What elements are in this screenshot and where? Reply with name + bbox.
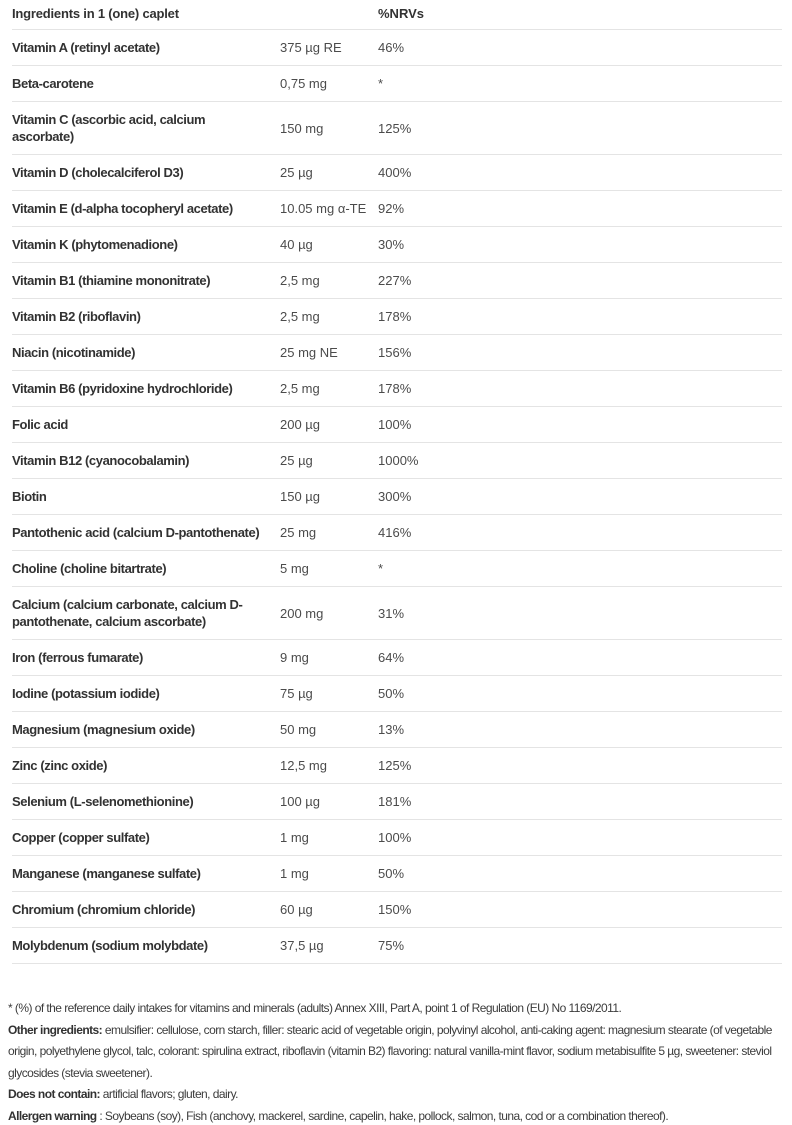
ingredient-nrv: 13% xyxy=(378,722,405,737)
ingredient-nrv: 400% xyxy=(378,165,412,180)
ingredient-amount: 2,5 mg xyxy=(280,381,320,396)
does-not-contain-text: artificial flavors; gluten, dairy. xyxy=(99,1087,238,1101)
ingredient-nrv: 178% xyxy=(378,309,412,324)
footnotes-section xyxy=(0,998,792,1125)
ingredient-nrv: 100% xyxy=(378,417,412,432)
table-row xyxy=(12,928,782,964)
table-row xyxy=(12,155,782,191)
table-row xyxy=(12,551,782,587)
ingredient-amount: 9 mg xyxy=(280,650,309,665)
ingredient-nrv: 1000% xyxy=(378,453,419,468)
other-ingredients-note xyxy=(8,1020,786,1085)
ingredient-amount: 10.05 mg α-TE xyxy=(280,201,367,216)
ingredient-nrv: 64% xyxy=(378,650,405,665)
ingredient-nrv: 156% xyxy=(378,345,412,360)
table-row xyxy=(12,676,782,712)
ingredient-amount: 150 mg xyxy=(280,120,324,136)
ingredient-name: Copper (copper sulfate) xyxy=(12,830,150,845)
ingredient-nrv: 75% xyxy=(378,938,405,953)
ingredient-amount: 25 µg xyxy=(280,453,313,468)
table-row xyxy=(12,102,782,155)
ingredient-amount: 200 mg xyxy=(280,605,324,621)
table-header-row xyxy=(12,0,782,30)
ingredient-name: Folic acid xyxy=(12,417,68,432)
ingredient-name: Selenium (L-selenomethionine) xyxy=(12,794,194,809)
ingredient-name: Molybdenum (sodium molybdate) xyxy=(12,938,208,953)
ingredient-amount: 40 µg xyxy=(280,237,313,252)
ingredient-amount: 0,75 mg xyxy=(280,76,327,91)
ingredient-name: Biotin xyxy=(12,489,47,504)
nrv-reference-note xyxy=(8,998,786,1020)
table-row xyxy=(12,892,782,928)
ingredient-nrv: 46% xyxy=(378,40,405,55)
ingredient-nrv: * xyxy=(378,76,384,91)
ingredient-amount: 375 µg RE xyxy=(280,40,342,55)
ingredient-name: Vitamin D (cholecalciferol D3) xyxy=(12,165,184,180)
allergen-warning-text: : Soybeans (soy), Fish (anchovy, mackerel, sardine, capelin, hake, pollock, salmon, tuna, cod or a combination thereof). xyxy=(96,1108,669,1123)
ingredient-name: Chromium (chromium chloride) xyxy=(12,902,196,917)
ingredient-amount: 1 mg xyxy=(280,830,309,845)
table-row xyxy=(12,191,782,227)
ingredient-name: Choline (choline bitartrate) xyxy=(12,561,167,576)
ingredient-name: Vitamin B6 (pyridoxine hydrochloride) xyxy=(12,381,233,396)
table-row xyxy=(12,371,782,407)
ingredient-nrv: 181% xyxy=(378,794,412,809)
ingredient-name: Vitamin A (retinyl acetate) xyxy=(12,40,160,55)
ingredient-nrv: 31% xyxy=(378,605,405,621)
ingredient-nrv: 150% xyxy=(378,902,412,917)
table-row xyxy=(12,712,782,748)
ingredient-name: Iron (ferrous fumarate) xyxy=(12,650,143,665)
ingredient-name: Magnesium (magnesium oxide) xyxy=(12,722,195,737)
ingredient-nrv: 50% xyxy=(378,866,405,881)
table-row xyxy=(12,587,782,640)
table-row xyxy=(12,30,782,66)
table-row xyxy=(12,335,782,371)
ingredient-nrv: * xyxy=(378,561,384,576)
table-row xyxy=(12,515,782,551)
ingredient-amount: 25 mg xyxy=(280,525,317,540)
ingredient-nrv: 125% xyxy=(378,758,412,773)
allergen-warning-label: Allergen warning xyxy=(8,1108,97,1123)
ingredient-name: Vitamin K (phytomenadione) xyxy=(12,237,178,252)
ingredient-nrv: 227% xyxy=(378,273,412,288)
ingredient-name: Pantothenic acid (calcium D-pantothenate) xyxy=(12,525,260,540)
ingredient-amount: 2,5 mg xyxy=(280,309,320,324)
ingredient-nrv: 50% xyxy=(378,686,405,701)
column-header-nrv: %NRVs xyxy=(378,6,425,21)
table-row xyxy=(12,263,782,299)
ingredient-name: Vitamin E (d-alpha tocopheryl acetate) xyxy=(12,201,233,216)
table-row xyxy=(12,66,782,102)
ingredient-name: Vitamin B12 (cyanocobalamin) xyxy=(12,453,190,468)
table-row xyxy=(12,856,782,892)
ingredient-nrv: 125% xyxy=(378,120,412,136)
ingredient-amount: 50 mg xyxy=(280,722,317,737)
column-header-ingredients: Ingredients in 1 (one) caplet xyxy=(12,6,179,21)
table-row xyxy=(12,748,782,784)
ingredient-name: Niacin (nicotinamide) xyxy=(12,345,136,360)
table-row xyxy=(12,784,782,820)
table-row xyxy=(12,407,782,443)
ingredient-name: Calcium (calcium carbonate, calcium D-pantothenate, calcium ascorbate) xyxy=(12,597,243,629)
ingredient-amount: 25 µg xyxy=(280,165,313,180)
ingredient-nrv: 100% xyxy=(378,830,412,845)
table-row xyxy=(12,299,782,335)
ingredient-amount: 200 µg xyxy=(280,417,321,432)
ingredient-name: Vitamin B1 (thiamine mononitrate) xyxy=(12,273,211,288)
ingredient-nrv: 92% xyxy=(378,201,405,216)
ingredient-nrv: 30% xyxy=(378,237,405,252)
ingredient-nrv: 300% xyxy=(378,489,412,504)
table-row xyxy=(12,479,782,515)
table-row xyxy=(12,640,782,676)
other-ingredients-label: Other ingredients: xyxy=(8,1022,103,1037)
ingredient-name: Vitamin B2 (riboflavin) xyxy=(12,309,141,324)
nrv-reference-note-text: * (%) of the reference daily intakes for vitamins and minerals (adults) Annex XIII, Part A, point 1 of Regulation (EU) No 1169/2011. xyxy=(8,1001,622,1015)
ingredient-amount: 25 mg NE xyxy=(280,345,338,360)
table-row xyxy=(12,443,782,479)
ingredient-amount: 37,5 µg xyxy=(280,938,324,953)
ingredient-amount: 100 µg xyxy=(280,794,321,809)
ingredient-amount: 5 mg xyxy=(280,561,309,576)
other-ingredients-text: emulsifier: cellulose, corn starch, filler: stearic acid of vegetable origin, polyvinyl alcohol, anti-caking agent: magnesium stearate (of vegetable origin, polyethylene glycol, talc, colorant: spirulina extract, riboflavin (vitamin B2) flavoring: natural vanilla-mint flavor, sodium metabisulfite 5 µg, sweetener: steviol glycosides (stevia sweetener). xyxy=(8,1022,772,1080)
ingredient-amount: 75 µg xyxy=(280,686,313,701)
ingredient-name: Vitamin C (ascorbic acid, calcium ascorbate) xyxy=(12,112,206,144)
table-body xyxy=(12,30,782,964)
ingredient-amount: 12,5 mg xyxy=(280,758,327,773)
ingredient-name: Iodine (potassium iodide) xyxy=(12,686,160,701)
ingredient-name: Manganese (manganese sulfate) xyxy=(12,866,201,881)
ingredient-name: Zinc (zinc oxide) xyxy=(12,758,108,773)
ingredient-amount: 2,5 mg xyxy=(280,273,320,288)
ingredient-amount: 1 mg xyxy=(280,866,309,881)
ingredient-amount: 60 µg xyxy=(280,902,313,917)
ingredient-name: Beta-carotene xyxy=(12,76,94,91)
table-row xyxy=(12,820,782,856)
table-row xyxy=(12,227,782,263)
does-not-contain-note xyxy=(8,1084,786,1106)
ingredient-nrv: 178% xyxy=(378,381,412,396)
does-not-contain-label: Does not contain: xyxy=(8,1087,100,1101)
ingredient-nrv: 416% xyxy=(378,525,412,540)
allergen-warning-note xyxy=(8,1106,786,1125)
ingredient-amount: 150 µg xyxy=(280,489,321,504)
